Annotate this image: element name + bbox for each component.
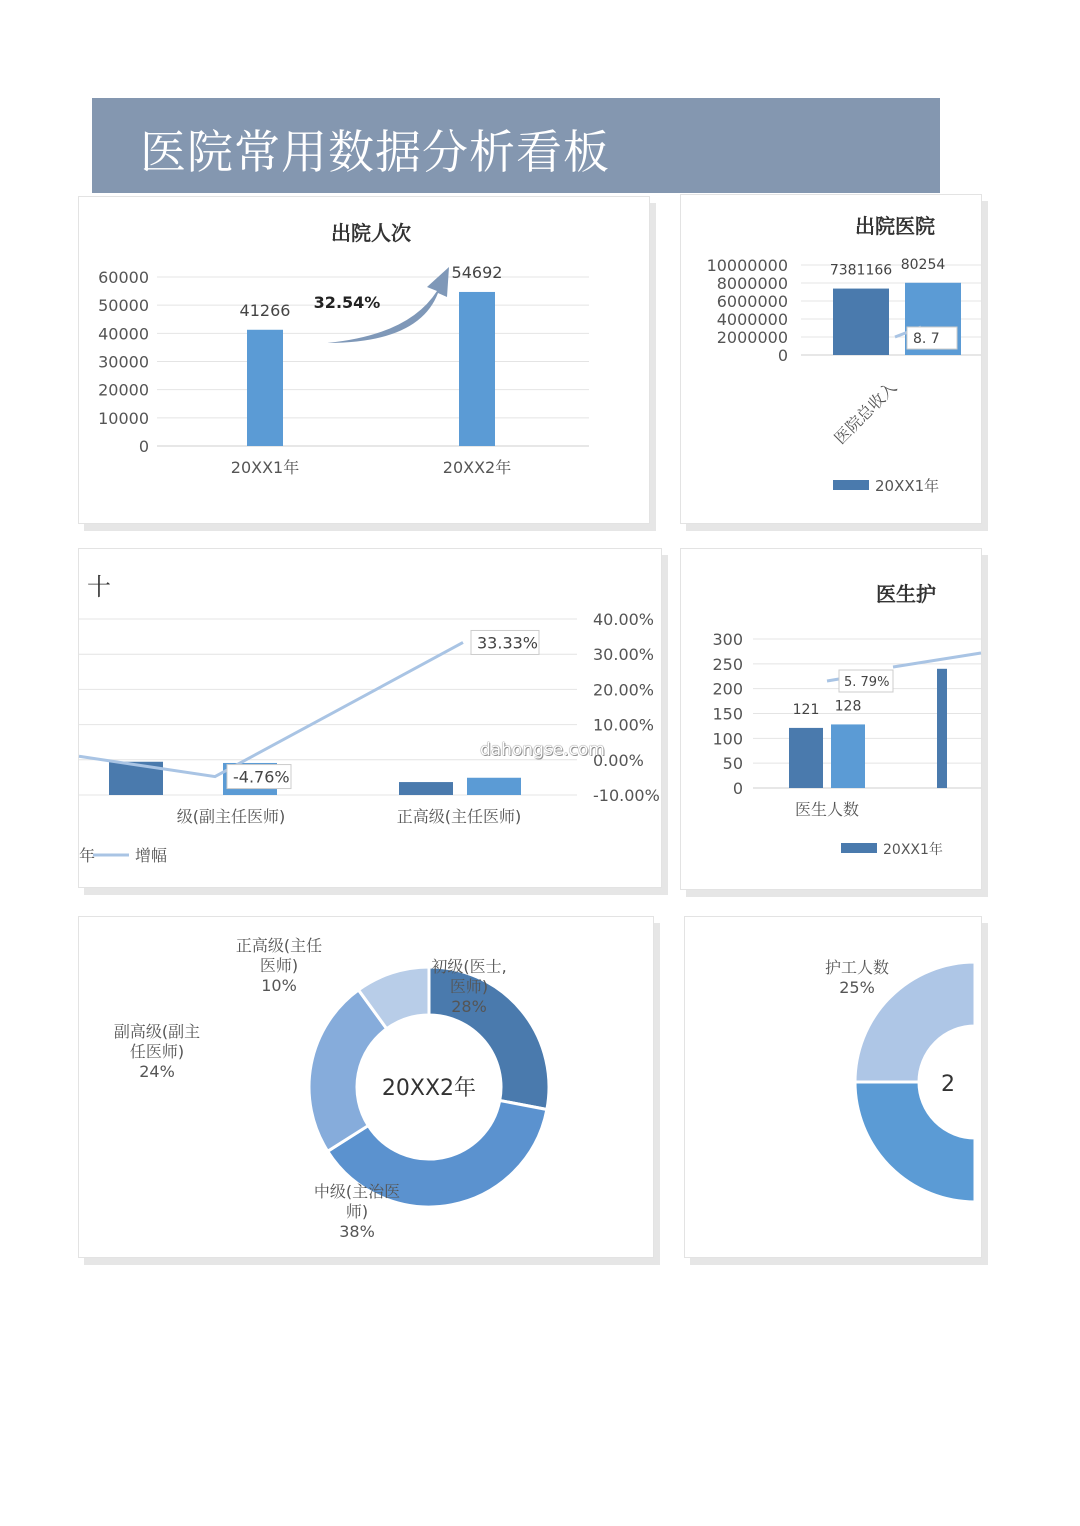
staff-legend-label: 20XX1年 [883,842,943,858]
staff-chart [681,549,981,889]
bar-20XX2年 [467,778,521,795]
donut-center-label: 20XX2年 [381,1076,477,1101]
y-tick-label: 40000 [98,324,149,344]
x-tick-label: 级(副主任医师) [176,807,286,826]
page-title: 医院常用数据分析看板 [140,125,610,179]
growth-label: -4.76% [233,767,290,787]
y-tick-label: 30000 [98,352,149,372]
y-tick-label: 50000 [98,296,149,316]
watermark: dahongse.com [480,740,605,760]
slice-label: 25% [839,978,875,997]
bar-data-label: 80254 [900,256,946,273]
y-tick-label: 0 [777,346,788,365]
slice-label: 10% [261,976,297,995]
x-tick-label: 20XX2年 [442,458,512,477]
discharges-chart [79,197,649,523]
growth-label: 33.33% [477,633,539,653]
panel-staff [680,548,982,890]
y2-tick-label: -10.00% [593,786,660,805]
bar-data-label: 128 [834,698,862,715]
staff-legend-swatch [841,843,877,853]
y-tick-label: 0 [138,437,149,456]
revenue-legend-swatch [833,480,869,490]
staff-growth-line-a [827,679,839,681]
slice-label: 28% [451,997,487,1016]
y-tick-label: 4000000 [716,310,788,329]
bar-series-0 [789,728,823,788]
bar-partial [937,669,947,788]
slice-label: 师) [345,1202,369,1221]
panel-staff-mix [684,916,982,1258]
discharges-title: 出院人次 [331,221,411,245]
bar-20XX1年 [399,782,453,795]
y-tick-label: 6000000 [716,292,788,311]
revenue-title: 出院医院 [855,214,935,238]
slice-label: 医师) [449,977,489,996]
bar-series-0 [833,289,889,355]
revenue-chart [681,195,981,523]
panel-revenue [680,194,982,524]
y2-tick-label: 10.00% [593,715,655,735]
staff-category: 医生人数 [794,800,860,819]
titles-chart [79,549,661,887]
y-tick-label: 250 [712,654,743,674]
staff-growth-line-b [893,653,981,667]
y-tick-label: 300 [712,630,743,649]
y-tick-label: 50 [722,754,743,774]
slice-label: 护工人数 [824,958,890,977]
bar-series-1 [831,724,865,788]
slice-label: 中级(主治医 [313,1182,401,1201]
titles-legend-year: 年 [79,846,96,865]
titles-title: 十 [87,573,111,601]
y-tick-label: 8000000 [716,274,788,293]
bar-data-label: 54692 [451,262,503,282]
x-tick-label: 正高级(主任医师) [396,807,522,826]
bar-data-label: 121 [792,701,820,718]
y-tick-label: 60000 [98,268,149,287]
staff-growth-label: 5. 79% [844,675,890,690]
bar-20XX2年 [459,292,495,446]
donut-slice [855,1082,975,1202]
slice-label: 初级(医士, [431,957,507,976]
dashboard-area [79,0,955,1526]
revenue-legend-label: 20XX1年 [875,477,940,495]
donut-center-label: 2 [941,1072,955,1097]
y-tick-label: 10000000 [706,256,788,275]
y2-tick-label: 20.00% [593,680,655,700]
bar-20XX1年 [247,330,283,446]
titles-legend-growth: 增幅 [135,846,168,865]
y-tick-label: 10000 [98,408,149,428]
slice-label: 任医师) [129,1042,185,1061]
bar-data-label: 41266 [239,300,291,320]
slice-label: 副高级(副主 [113,1022,201,1041]
slice-label: 38% [339,1222,375,1241]
revenue-growth-label: 8. 7 [913,331,940,347]
growth-line [79,642,463,776]
y-tick-label: 200 [712,679,743,699]
y-tick-label: 100 [712,729,743,749]
y-tick-label: 2000000 [716,328,788,347]
title-mix-donut [79,917,653,1257]
panel-discharges [78,196,650,524]
slice-label: 医师) [259,956,299,975]
revenue-category: 医院总收入 [830,377,901,448]
panel-titles [78,548,662,888]
discharges-growth: 32.54% [313,293,381,312]
y-tick-label: 20000 [98,380,149,400]
staff-title: 医生护 [876,582,936,606]
staff-mix-donut [685,917,981,1257]
y-tick-label: 0 [732,779,743,798]
panel-title-mix [78,916,654,1258]
y2-tick-label: 30.00% [593,645,655,665]
bar-data-label: 7381166 [829,262,893,279]
slice-label: 正高级(主任 [235,936,323,955]
y2-tick-label: 0.00% [593,750,644,770]
y-tick-label: 150 [712,704,743,724]
y2-tick-label: 40.00% [593,610,655,629]
slice-label: 24% [139,1062,175,1081]
x-tick-label: 20XX1年 [230,458,300,477]
